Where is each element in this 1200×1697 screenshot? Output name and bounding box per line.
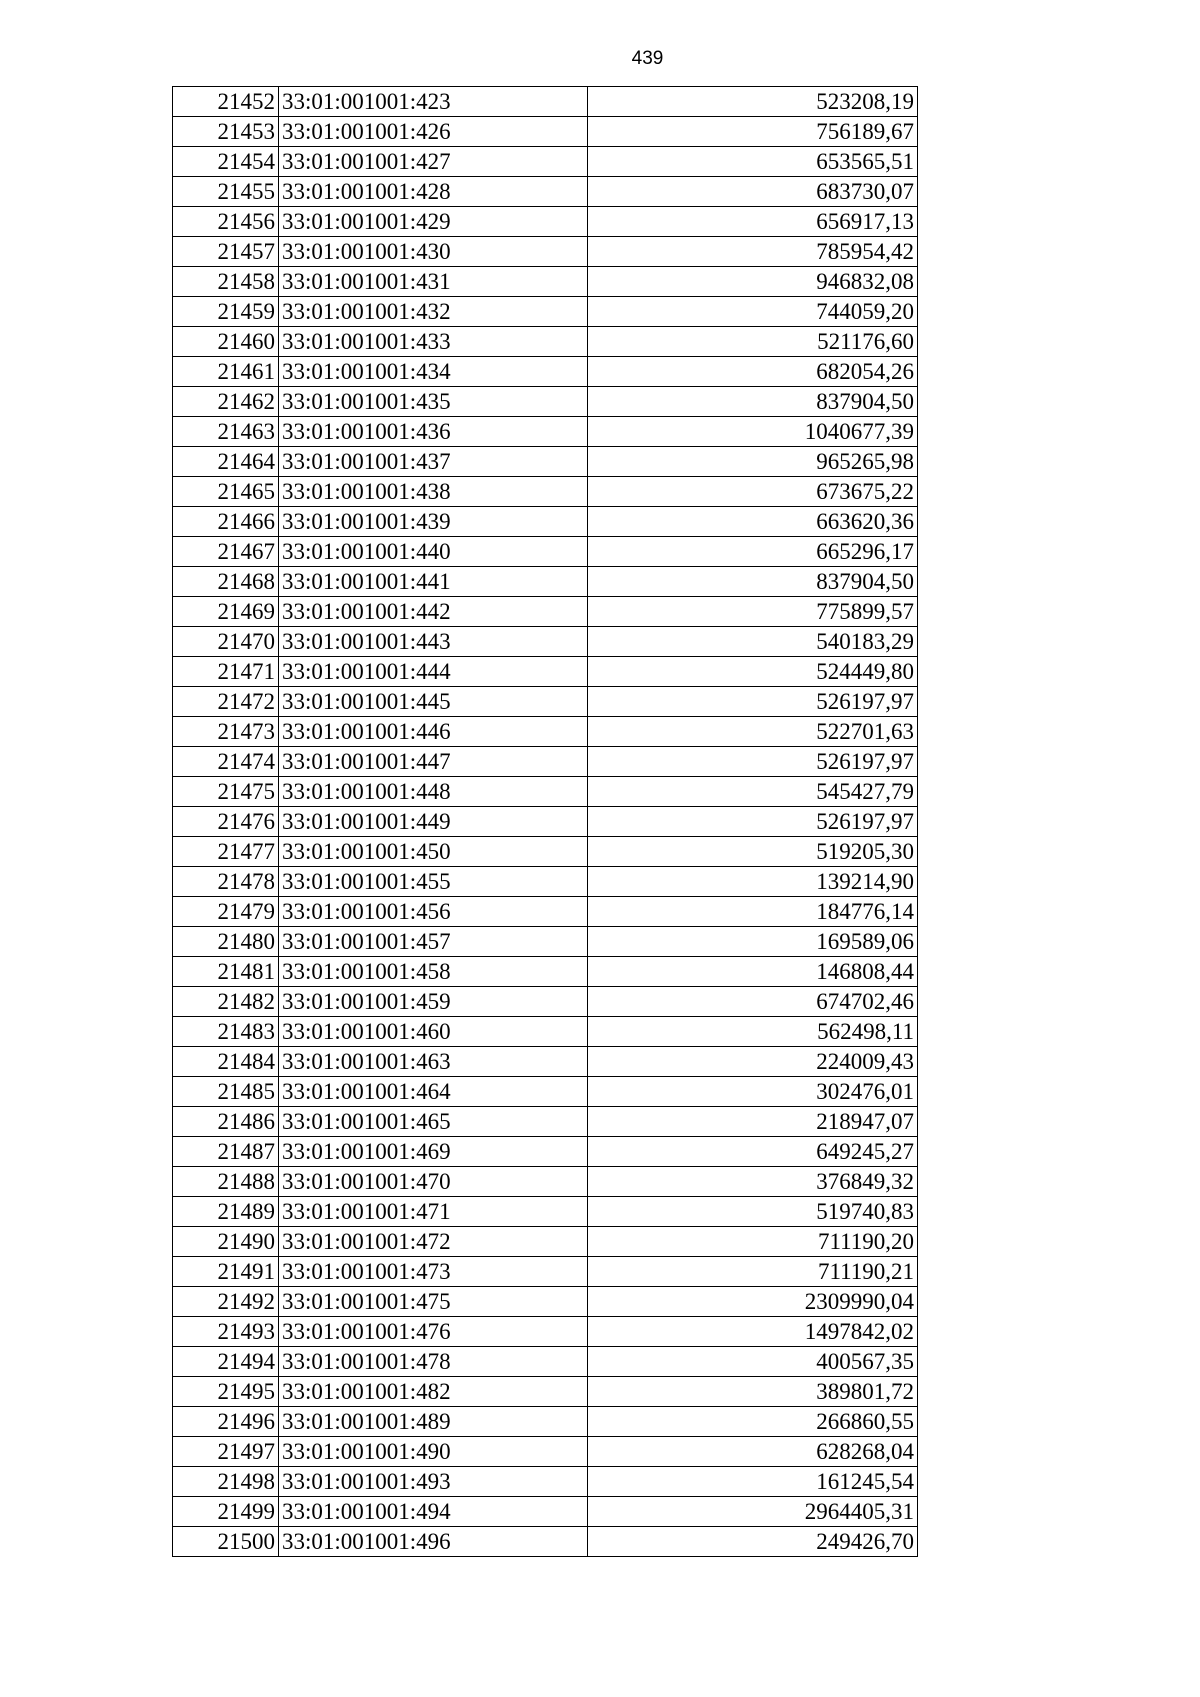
row-number-cell: 21479 (173, 897, 279, 927)
row-number-cell: 21493 (173, 1317, 279, 1347)
row-number-cell: 21495 (173, 1377, 279, 1407)
cadastral-number-cell: 33:01:001001:458 (279, 957, 588, 987)
cadastral-value-cell: 139214,90 (588, 867, 918, 897)
cadastral-value-cell: 653565,51 (588, 147, 918, 177)
table-row (173, 747, 918, 777)
cadastral-value-cell: 184776,14 (588, 897, 918, 927)
cadastral-number-cell: 33:01:001001:463 (279, 1047, 588, 1077)
row-number-cell: 21459 (173, 297, 279, 327)
cadastral-value-cell: 1497842,02 (588, 1317, 918, 1347)
cadastral-value-cell: 965265,98 (588, 447, 918, 477)
cadastral-number-cell: 33:01:001001:437 (279, 447, 588, 477)
cadastral-number-cell: 33:01:001001:446 (279, 717, 588, 747)
table-row (173, 147, 918, 177)
table-row (173, 1467, 918, 1497)
cadastral-number-cell: 33:01:001001:428 (279, 177, 588, 207)
row-number-cell: 21455 (173, 177, 279, 207)
cadastral-value-cell: 2964405,31 (588, 1497, 918, 1527)
cadastral-number-cell: 33:01:001001:434 (279, 357, 588, 387)
row-number-cell: 21454 (173, 147, 279, 177)
table-row (173, 537, 918, 567)
row-number-cell: 21491 (173, 1257, 279, 1287)
cadastral-value-cell: 711190,21 (588, 1257, 918, 1287)
row-number-cell: 21452 (173, 87, 279, 117)
table-row (173, 357, 918, 387)
cadastral-number-cell: 33:01:001001:427 (279, 147, 588, 177)
cadastral-number-cell: 33:01:001001:493 (279, 1467, 588, 1497)
row-number-cell: 21477 (173, 837, 279, 867)
cadastral-number-cell: 33:01:001001:475 (279, 1287, 588, 1317)
row-number-cell: 21497 (173, 1437, 279, 1467)
cadastral-number-cell: 33:01:001001:464 (279, 1077, 588, 1107)
cadastral-value-table (172, 86, 918, 1557)
cadastral-value-cell: 521176,60 (588, 327, 918, 357)
table-row (173, 207, 918, 237)
table-row (173, 1017, 918, 1047)
cadastral-value-cell: 946832,08 (588, 267, 918, 297)
row-number-cell: 21471 (173, 657, 279, 687)
cadastral-number-cell: 33:01:001001:469 (279, 1137, 588, 1167)
row-number-cell: 21456 (173, 207, 279, 237)
table-row (173, 897, 918, 927)
table-row (173, 1527, 918, 1557)
cadastral-value-cell: 526197,97 (588, 687, 918, 717)
table-row (173, 927, 918, 957)
cadastral-number-cell: 33:01:001001:445 (279, 687, 588, 717)
cadastral-number-cell: 33:01:001001:436 (279, 417, 588, 447)
cadastral-value-cell: 711190,20 (588, 1227, 918, 1257)
cadastral-value-cell: 169589,06 (588, 927, 918, 957)
row-number-cell: 21500 (173, 1527, 279, 1557)
row-number-cell: 21490 (173, 1227, 279, 1257)
table-row (173, 477, 918, 507)
cadastral-value-cell: 775899,57 (588, 597, 918, 627)
table-row (173, 807, 918, 837)
cadastral-value-cell: 526197,97 (588, 807, 918, 837)
cadastral-number-cell: 33:01:001001:426 (279, 117, 588, 147)
cadastral-number-cell: 33:01:001001:472 (279, 1227, 588, 1257)
cadastral-number-cell: 33:01:001001:440 (279, 537, 588, 567)
table-row (173, 447, 918, 477)
table-row (173, 597, 918, 627)
table-row (173, 1047, 918, 1077)
table-row (173, 177, 918, 207)
cadastral-number-cell: 33:01:001001:473 (279, 1257, 588, 1287)
cadastral-value-cell: 756189,67 (588, 117, 918, 147)
table-row (173, 1137, 918, 1167)
cadastral-value-cell: 161245,54 (588, 1467, 918, 1497)
cadastral-value-cell: 744059,20 (588, 297, 918, 327)
cadastral-number-cell: 33:01:001001:456 (279, 897, 588, 927)
cadastral-number-cell: 33:01:001001:429 (279, 207, 588, 237)
row-number-cell: 21492 (173, 1287, 279, 1317)
cadastral-number-cell: 33:01:001001:471 (279, 1197, 588, 1227)
row-number-cell: 21470 (173, 627, 279, 657)
table-body (173, 87, 918, 1557)
cadastral-number-cell: 33:01:001001:441 (279, 567, 588, 597)
cadastral-value-cell: 519740,83 (588, 1197, 918, 1227)
cadastral-number-cell: 33:01:001001:459 (279, 987, 588, 1017)
cadastral-value-cell: 785954,42 (588, 237, 918, 267)
table-row (173, 1317, 918, 1347)
cadastral-value-cell: 400567,35 (588, 1347, 918, 1377)
table-row (173, 1107, 918, 1137)
table-row (173, 567, 918, 597)
cadastral-number-cell: 33:01:001001:449 (279, 807, 588, 837)
row-number-cell: 21467 (173, 537, 279, 567)
cadastral-number-cell: 33:01:001001:442 (279, 597, 588, 627)
row-number-cell: 21484 (173, 1047, 279, 1077)
row-number-cell: 21457 (173, 237, 279, 267)
page-number: 439 (631, 48, 664, 69)
cadastral-value-cell: 2309990,04 (588, 1287, 918, 1317)
cadastral-number-cell: 33:01:001001:496 (279, 1527, 588, 1557)
table-row (173, 327, 918, 357)
cadastral-value-cell: 218947,07 (588, 1107, 918, 1137)
table-row (173, 987, 918, 1017)
table-row (173, 1197, 918, 1227)
row-number-cell: 21494 (173, 1347, 279, 1377)
row-number-cell: 21480 (173, 927, 279, 957)
table-row (173, 1077, 918, 1107)
cadastral-value-cell: 663620,36 (588, 507, 918, 537)
row-number-cell: 21466 (173, 507, 279, 537)
cadastral-number-cell: 33:01:001001:438 (279, 477, 588, 507)
cadastral-number-cell: 33:01:001001:444 (279, 657, 588, 687)
cadastral-value-cell: 1040677,39 (588, 417, 918, 447)
row-number-cell: 21489 (173, 1197, 279, 1227)
row-number-cell: 21481 (173, 957, 279, 987)
cadastral-value-cell: 837904,50 (588, 567, 918, 597)
cadastral-value-cell: 665296,17 (588, 537, 918, 567)
cadastral-value-cell: 673675,22 (588, 477, 918, 507)
cadastral-number-cell: 33:01:001001:431 (279, 267, 588, 297)
table-row (173, 627, 918, 657)
cadastral-number-cell: 33:01:001001:478 (279, 1347, 588, 1377)
table-row (173, 117, 918, 147)
row-number-cell: 21473 (173, 717, 279, 747)
cadastral-number-cell: 33:01:001001:439 (279, 507, 588, 537)
row-number-cell: 21460 (173, 327, 279, 357)
row-number-cell: 21498 (173, 1467, 279, 1497)
table-row (173, 237, 918, 267)
table-row (173, 1437, 918, 1467)
cadastral-number-cell: 33:01:001001:465 (279, 1107, 588, 1137)
row-number-cell: 21485 (173, 1077, 279, 1107)
cadastral-number-cell: 33:01:001001:460 (279, 1017, 588, 1047)
cadastral-value-cell: 545427,79 (588, 777, 918, 807)
cadastral-number-cell: 33:01:001001:448 (279, 777, 588, 807)
cadastral-value-cell: 674702,46 (588, 987, 918, 1017)
table-row (173, 657, 918, 687)
row-number-cell: 21464 (173, 447, 279, 477)
row-number-cell: 21478 (173, 867, 279, 897)
cadastral-value-cell: 519205,30 (588, 837, 918, 867)
table-row (173, 867, 918, 897)
row-number-cell: 21475 (173, 777, 279, 807)
cadastral-number-cell: 33:01:001001:433 (279, 327, 588, 357)
cadastral-value-cell: 526197,97 (588, 747, 918, 777)
cadastral-value-cell: 249426,70 (588, 1527, 918, 1557)
table-row (173, 1287, 918, 1317)
table-row (173, 507, 918, 537)
cadastral-number-cell: 33:01:001001:455 (279, 867, 588, 897)
cadastral-number-cell: 33:01:001001:457 (279, 927, 588, 957)
table-row (173, 1347, 918, 1377)
row-number-cell: 21486 (173, 1107, 279, 1137)
cadastral-number-cell: 33:01:001001:489 (279, 1407, 588, 1437)
cadastral-value-cell: 266860,55 (588, 1407, 918, 1437)
cadastral-value-cell: 540183,29 (588, 627, 918, 657)
table-row (173, 1407, 918, 1437)
row-number-cell: 21463 (173, 417, 279, 447)
row-number-cell: 21482 (173, 987, 279, 1017)
cadastral-number-cell: 33:01:001001:450 (279, 837, 588, 867)
cadastral-value-cell: 524449,80 (588, 657, 918, 687)
row-number-cell: 21453 (173, 117, 279, 147)
row-number-cell: 21458 (173, 267, 279, 297)
row-number-cell: 21462 (173, 387, 279, 417)
table-row (173, 267, 918, 297)
row-number-cell: 21476 (173, 807, 279, 837)
row-number-cell: 21499 (173, 1497, 279, 1527)
cadastral-number-cell: 33:01:001001:443 (279, 627, 588, 657)
cadastral-value-cell: 682054,26 (588, 357, 918, 387)
cadastral-value-cell: 649245,27 (588, 1137, 918, 1167)
cadastral-number-cell: 33:01:001001:482 (279, 1377, 588, 1407)
row-number-cell: 21483 (173, 1017, 279, 1047)
table-row (173, 1377, 918, 1407)
cadastral-value-cell: 389801,72 (588, 1377, 918, 1407)
row-number-cell: 21474 (173, 747, 279, 777)
table-row (173, 1497, 918, 1527)
cadastral-value-cell: 224009,43 (588, 1047, 918, 1077)
row-number-cell: 21468 (173, 567, 279, 597)
cadastral-value-cell: 628268,04 (588, 1437, 918, 1467)
cadastral-number-cell: 33:01:001001:432 (279, 297, 588, 327)
table-row (173, 297, 918, 327)
row-number-cell: 21472 (173, 687, 279, 717)
cadastral-value-cell: 522701,63 (588, 717, 918, 747)
cadastral-number-cell: 33:01:001001:423 (279, 87, 588, 117)
row-number-cell: 21461 (173, 357, 279, 387)
cadastral-number-cell: 33:01:001001:447 (279, 747, 588, 777)
table-row (173, 1227, 918, 1257)
table-row (173, 87, 918, 117)
cadastral-number-cell: 33:01:001001:490 (279, 1437, 588, 1467)
table-row (173, 837, 918, 867)
row-number-cell: 21488 (173, 1167, 279, 1197)
table-row (173, 957, 918, 987)
cadastral-value-cell: 146808,44 (588, 957, 918, 987)
table-row (173, 777, 918, 807)
row-number-cell: 21487 (173, 1137, 279, 1167)
table-row (173, 687, 918, 717)
cadastral-value-cell: 656917,13 (588, 207, 918, 237)
cadastral-number-cell: 33:01:001001:476 (279, 1317, 588, 1347)
cadastral-value-cell: 562498,11 (588, 1017, 918, 1047)
cadastral-value-cell: 376849,32 (588, 1167, 918, 1197)
cadastral-number-cell: 33:01:001001:494 (279, 1497, 588, 1527)
row-number-cell: 21465 (173, 477, 279, 507)
cadastral-value-cell: 302476,01 (588, 1077, 918, 1107)
table-row (173, 1257, 918, 1287)
cadastral-number-cell: 33:01:001001:435 (279, 387, 588, 417)
table-row (173, 1167, 918, 1197)
cadastral-value-cell: 837904,50 (588, 387, 918, 417)
row-number-cell: 21496 (173, 1407, 279, 1437)
table-row (173, 387, 918, 417)
cadastral-value-cell: 523208,19 (588, 87, 918, 117)
row-number-cell: 21469 (173, 597, 279, 627)
table-row (173, 717, 918, 747)
table-row (173, 417, 918, 447)
cadastral-number-cell: 33:01:001001:470 (279, 1167, 588, 1197)
cadastral-number-cell: 33:01:001001:430 (279, 237, 588, 267)
cadastral-value-cell: 683730,07 (588, 177, 918, 207)
